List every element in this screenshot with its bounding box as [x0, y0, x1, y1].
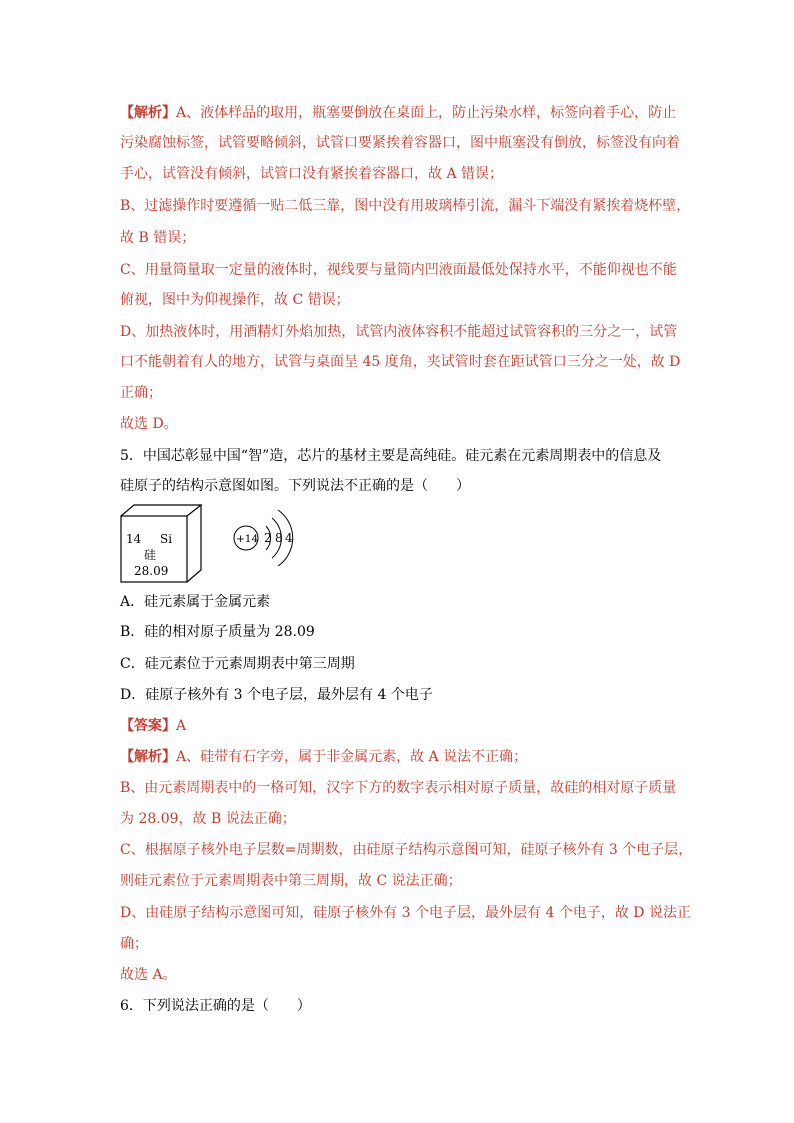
- answer-label: 【答案】: [120, 718, 176, 734]
- prev-analysis-line-11: 故选 D。: [120, 416, 178, 432]
- shell-electrons-1: 2: [264, 531, 272, 545]
- silicon-figure: [120, 504, 340, 584]
- q5-analysis-line-8: 故选 A。: [120, 967, 177, 983]
- prev-analysis-line-7: 俯视，图中为仰视操作，故 C 错误；: [120, 292, 350, 308]
- q5-stem-line-1: 5．中国芯彰显中国“智”造，芯片的基材主要是高纯硅。硅元素在元素周期表中的信息及: [120, 448, 662, 464]
- element-symbol: Si: [160, 532, 173, 546]
- prev-analysis-line-9: 口不能朝着有人的地方，试管与桌面呈 45 度角，夹试管时套在距试管口三分之一处，故 D: [120, 354, 681, 370]
- q5-option-d: D．硅原子核外有 3 个电子层，最外层有 4 个电子: [120, 687, 433, 703]
- shell-electrons-3: 4: [285, 531, 293, 545]
- atomic-number: 14: [126, 532, 142, 546]
- q5-analysis-line-6: D、由硅原子结构示意图可知，硅原子核外有 3 个电子层，最外层有 4 个电子，故 D 说法正: [120, 905, 691, 921]
- element-name: 硅: [144, 548, 157, 562]
- q5-answer: [120, 716, 680, 736]
- answer-value: A: [176, 718, 187, 734]
- analysis-label: 【解析】: [120, 749, 176, 765]
- q5-option-a: A．硅元素属于金属元素: [120, 594, 271, 610]
- prev-analysis-line-1: 【解析】A、液体样品的取用，瓶塞要倒放在桌面上，防止污染水样，标签向着手心，防止: [120, 105, 677, 121]
- nucleus-charge: +14: [236, 533, 259, 545]
- q5-analysis-line-5: 则硅元素位于元素周期表中第三周期，故 C 说法正确；: [120, 873, 462, 889]
- element-box-side: [187, 505, 201, 582]
- prev-analysis-line-5: 故 B 错误；: [120, 230, 196, 246]
- prev-analysis-line-2: 污染腐蚀标签，试管要略倾斜，试管口要紧挨着容器口，图中瓶塞没有倒放，标签没有向着: [120, 135, 680, 151]
- prev-analysis-line-8: D、加热液体时，用酒精灯外焰加热，试管内液体容积不能超过试管容积的三分之一，试管: [120, 324, 678, 340]
- q5-option-c: C．硅元素位于元素周期表中第三周期: [120, 656, 355, 672]
- q5-option-b: B．硅的相对原子质量为 28.09: [120, 624, 315, 640]
- prev-analysis-line-10: 正确；: [120, 385, 162, 401]
- q5-analysis-line-2: B、由元素周期表中的一格可知，汉字下方的数字表示相对原子质量，故硅的相对原子质量: [120, 780, 677, 796]
- prev-analysis-line-6: C、用量筒量取一定量的液体时，视线要与量筒内凹液面最低处保持水平，不能仰视也不能: [120, 262, 677, 278]
- q5-analysis-line-3: 为 28.09，故 B 说法正确；: [120, 811, 296, 827]
- q5-analysis-line-7: 确；: [120, 936, 148, 952]
- shell-electrons-2: 8: [275, 531, 283, 545]
- prev-analysis-line-4: B、过滤操作时要遵循一贴二低三靠，图中没有用玻璃棒引流，漏斗下端没有紧挨着烧杯壁，: [120, 198, 691, 214]
- q5-stem-line-2: 硅原子的结构示意图如图。下列说法不正确的是（ ）: [120, 478, 470, 494]
- atomic-mass: 28.09: [134, 564, 169, 578]
- analysis-label: 【解析】: [120, 105, 176, 121]
- silicon-figure-svg: [120, 504, 340, 584]
- prev-analysis-line-3: 手心，试管没有倾斜，试管口没有紧挨着容器口，故 A 错误；: [120, 166, 504, 182]
- element-box-top: [121, 505, 201, 516]
- q5-analysis-line-1: 【解析】A、硅带有石字旁，属于非金属元素，故 A 说法不正确；: [120, 749, 528, 765]
- q5-analysis-line-4: C、根据原子核外电子层数=周期数，由硅原子结构示意图可知，硅原子核外有 3 个电子层，: [120, 842, 693, 858]
- q6-stem: 6．下列说法正确的是（ ）: [120, 998, 311, 1014]
